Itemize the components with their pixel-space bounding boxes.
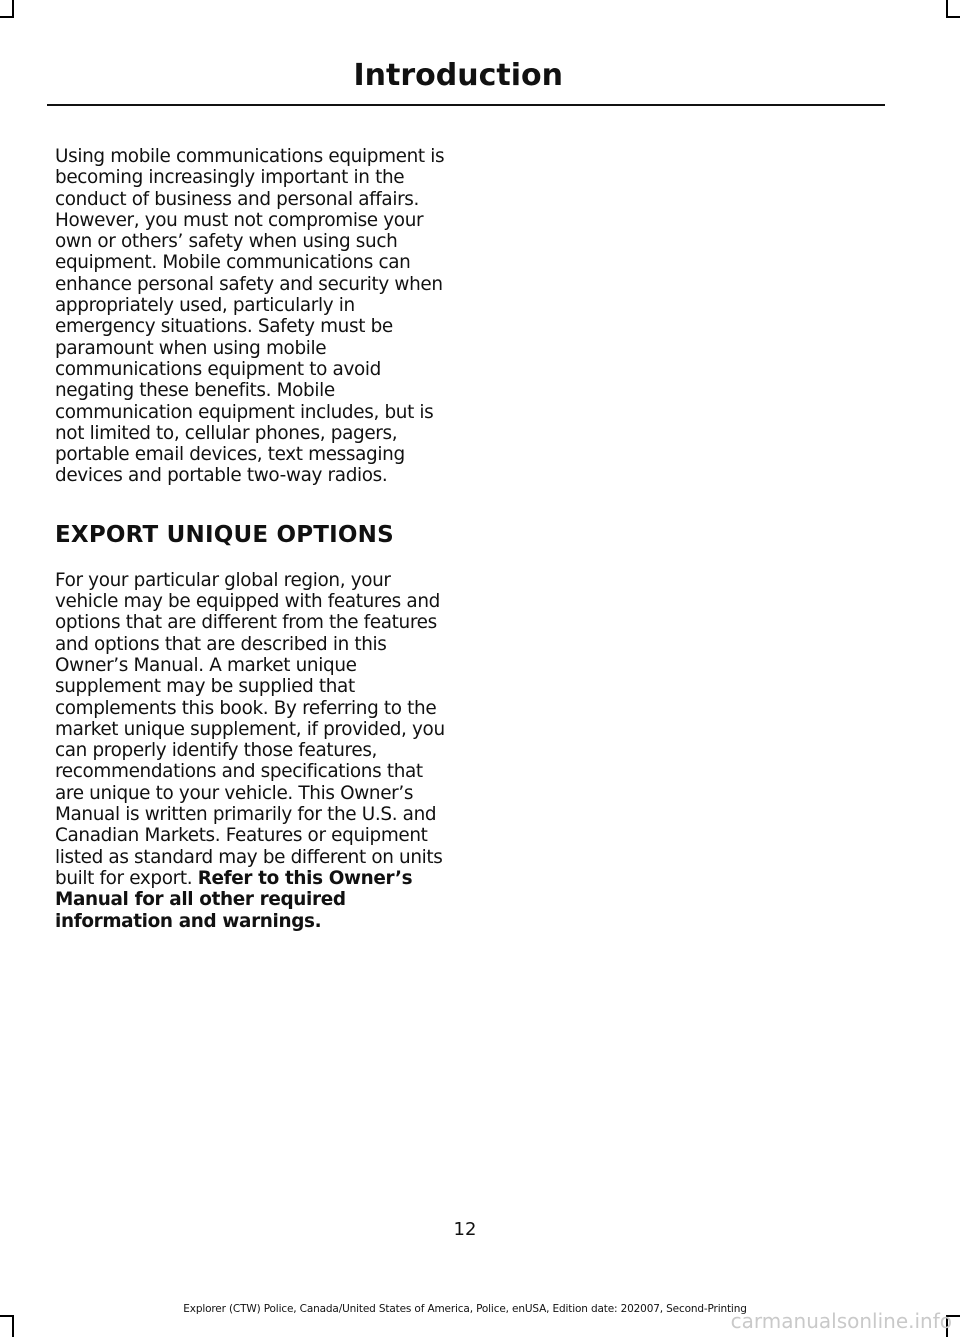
export-options-paragraph	[55, 570, 447, 932]
crop-mark-bottom-left-vertical	[12, 1315, 14, 1337]
crop-mark-top-right-horizontal	[946, 16, 960, 18]
page-title: Introduction	[353, 58, 563, 93]
crop-mark-top-left-horizontal	[0, 16, 14, 18]
watermark: carmanualsonline.info	[730, 1309, 952, 1333]
mobile-equipment-paragraph: Using mobile communications equipment is becoming increasingly important in the conduct of business and personal affairs. However, you must not compromise your own or others’ safety when using such equipment. Mobile communications can enhance personal safety and security when appropriately used, particularly in emergency situations. Safety must be paramount when using mobile communications equipment to avoid negating these benefits. Mobile communication equipment includes, but is not limited to, cellular phones, pagers, portable email devices, text messaging devices and portable two-way radios.	[55, 146, 445, 487]
export-options-warning: Refer to this Owner’s Manual for all other required information and warnings.	[55, 867, 413, 932]
crop-mark-bottom-left-horizontal	[0, 1315, 14, 1317]
edition-footer: Explorer (CTW) Police, Canada/United States of America, Police, enUSA, Edition date: 202007, Second-Printing	[183, 1303, 747, 1315]
section-heading: EXPORT UNIQUE OPTIONS	[55, 521, 394, 548]
main-column	[55, 146, 447, 932]
export-options-text: For your particular global region, your vehicle may be equipped with features and options that are different from the features and options that are described in this Owner’s Manual. A market unique supplement may be supplied that complements this book. By referring to the market unique supplement, if provided, you can properly identify those features, recommendations and specifications that are unique to your vehicle. This Owner’s Manual is written primarily for the U.S. and Canadian Markets. Features or equipment listed as standard may be different on units built for export.	[55, 569, 445, 889]
page-number: 12	[453, 1219, 477, 1240]
header-divider	[47, 104, 885, 106]
